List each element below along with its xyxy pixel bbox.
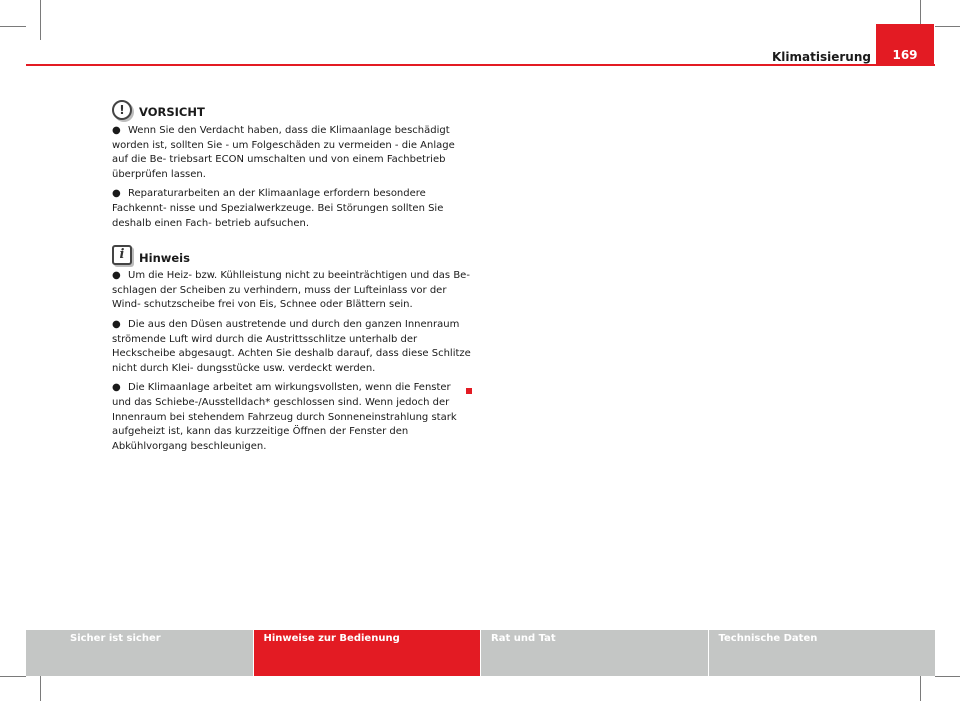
hinweis-title: Hinweis (139, 250, 190, 265)
crop-mark (0, 26, 26, 27)
section-title: Klimatisierung (772, 50, 871, 64)
bullet-icon: ● (112, 125, 121, 136)
vorsicht-title: VORSICHT (139, 105, 205, 120)
bullet-icon: ● (112, 188, 121, 200)
tab-technische-daten[interactable]: Technische Daten (709, 630, 936, 676)
chapter-nav (26, 630, 935, 676)
list-item: ● Die aus den Düsen austretende und durch den ganzen Innenraum strömende Luft wird durch die Austrittsschlitze unterhalb der Heckscheibe abgesaugt. Achten Sie deshalb darauf, dass diese Schlitze nicht durch Klei- dungsstücke usw. verdeckt werden. (112, 318, 471, 374)
tab-rat-und-tat[interactable]: Rat und Tat (481, 630, 708, 676)
tab-hinweise-zur-bedienung[interactable]: Hinweise zur Bedienung (254, 630, 481, 676)
list-item: ● Um die Heiz- bzw. Kühlleistung nicht zu beeinträchtigen und das Be- schlagen der Scheiben zu verhindern, muss der Lufteinlass vor der Wind- schutzscheibe frei von Eis, Schnee oder Blättern sein. (112, 270, 470, 311)
tab-sicher-ist-sicher[interactable]: Sicher ist sicher (26, 630, 253, 676)
list-item: ● Reparaturarbeiten an der Klimaanlage erfordern besondere Fachkennt- nisse und Spezialwerkzeuge. Bei Störungen sollten Sie deshalb einen Fach- betrieb aufsuchen. (112, 188, 444, 229)
page-number: 169 (892, 48, 918, 62)
header-rule (26, 64, 935, 66)
bullet-icon: ● (112, 318, 121, 330)
section-end-marker (466, 388, 472, 394)
bullet-icon: ● (112, 270, 121, 282)
crop-mark (0, 676, 26, 677)
vorsicht-block (112, 100, 472, 231)
main-content (112, 100, 472, 464)
vorsicht-header (112, 100, 472, 120)
hinweis-block (112, 245, 472, 454)
crop-mark (40, 0, 41, 40)
crop-mark (935, 26, 960, 27)
crop-mark (935, 676, 960, 677)
bullet-icon: ● (112, 382, 121, 394)
page-number-tab (876, 24, 934, 66)
info-icon: i (112, 245, 132, 265)
list-item: ● Wenn Sie den Verdacht haben, dass die Klimaanlage beschädigt worden ist, sollten Sie - um Folgeschäden zu vermeiden - die Anlage auf die Be- triebsart ECON umschalten und von einem Fachbetrieb überprüfen lassen. (112, 125, 455, 180)
list-item: ● Die Klimaanlage arbeitet am wirkungsvollsten, wenn die Fenster und das Schiebe-/Ausstelldach* geschlossen sind. Wenn jedoch der Innenraum bei stehendem Fahrzeug durch Sonneneinstrahlung stark aufgeheizt ist, kann das kurzzeitige Öffnen der Fenster den Abkühlvorgang beschleunigen. (112, 382, 457, 452)
hinweis-header (112, 245, 472, 265)
warning-circle-icon: ! (112, 100, 132, 120)
